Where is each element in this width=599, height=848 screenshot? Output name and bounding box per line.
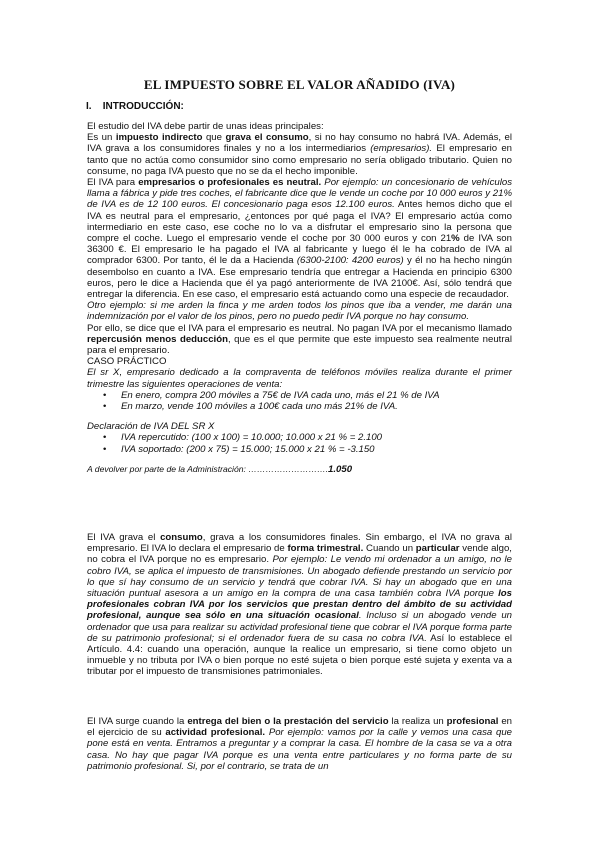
declaration-heading: Declaración de IVA DEL SR X [87,421,215,433]
document-title: EL IMPUESTO SOBRE EL VALOR AÑADIDO (IVA) [143,77,456,92]
paragraph-delivery: El IVA surge cuando la entrega del bien o la prestación del servicio la realiza un profesional en el ejercicio de su actividad profesional. Por ejemplo: vamos por la calle y vemos una casa que pone está en venta. Entramos a preguntar y a comprar la casa. El hombre de la casa se va a otra casa. No hay que pagar IVA porque es una venta entre particulares y no forma parte de su patrimonio profesional. Si, por el contrario, se trata de un [87,716,512,772]
list-item: • IVA soportado: (200 x 75) = 15.000; 15.000 x 21 % = -3.150 [87,444,512,455]
case-study-list [87,390,512,412]
paragraph-neutral: El IVA para empresarios o profesionales es neutral. Por ejemplo: un concesionario de vehículos llama a fábrica y pide tres coches, el fabricante dice que le vende un coche por 10 000 euros y 21% de IVA es de 12 100 euros. El concesionario paga esos 12.100 euros. Antes hemos dicho que el IVA es neutral para el empresario, ¿entonces por qué paga el IVA? El empresario actúa como intermediario en este caso, ese coche no lo va a disfrutar el empresario sino la persona que compre el coche. Luego el empresario vende el coche por 30 000 euros y con 21% de IVA son 36300 €. El empresario le ha pagado el IVA al fabricante y luego él le ha cobrado de IVA al comprador 6300. Por tanto, él le da a Hacienda (6300-2100: 4200 euros) y él no ha hecho ningún desembolso en cuanto a IVA. Ese empresario tendría que entregar a Hacienda en principio 6300 euros, pero le dice a Hacienda que él ya pagó anteriormente de IVA 2100€. Así, sólo tendrá que entregar la diferencia. En ese caso, el empresario está actuando como una especie de recaudador. [87,177,512,301]
introduction-body [87,121,512,475]
case-study-heading: CASO PRÁCTICO [87,356,167,368]
delivery-body [87,716,512,772]
paragraph-mechanism: Por ello, se dice que el IVA para el empresario es neutral. No pagan IVA por el mecanismo llamado repercusión menos deducción, que es el que permite que este impuesto sea realmente neutral para el empresario. [87,322,512,357]
paragraph-consumption: El IVA grava el consumo, grava a los consumidores finales. Sin embargo, el IVA no grava al empresario. El IVA lo declara el empresario de forma trimestral. Cuando un particular vende algo, no cobra el IVA porque no es empresario. Por ejemplo: Le vendo mi ordenador a un amigo, no le cobro IVA, se aplica el impuesto de transmisiones. Un abogado defiende prestando un servicio por lo que sí hay consumo de un servicio y tendrá que cobrar IVA. Si hay un abogado que en una situación puntual asesora a un amigo en la compra de una casa también cobra IVA porque los profesionales cobran IVA por los servicios que prestan dentro del ámbito de su actividad profesional, aunque sea sólo en una situación ocasional. Incluso si un abogado vende un ordenador que usa para realizar su actividad profesional tiene que cobrar el IVA porque forma parte de su patrimonio profesional; si el ordenador fuera de su casa no cobra IVA. Así lo establece el Artículo. 4.4: cuando una operación, aunque la realice un empresario, si tiene como objeto un inmueble y no tributa por IVA o bien porque no esté sujeta o bien porque esté sujeta y exenta va a tributar por el impuesto de transmisiones patrimoniales. [87,532,513,678]
paragraph-indirect-tax: Es un impuesto indirecto que grava el consumo, si no hay consumo no habrá IVA. Además, el IVA grava a los consumidores finales y no a los intermediarios (empresarios). El empresario en tanto que no actúa como consumidor sino como empresario no sería obligado tributario. Quien no consume, no paga IVA puesto que no se da el hecho imponible. [87,132,513,177]
paragraph-other-example: Otro ejemplo: si me arden la finca y me arden todos los pinos que iba a vender, me darán una indemnización por el valor de los pinos, pero no puedo pedir IVA porque no hay consumo. [87,300,512,323]
section-number: I. [86,101,92,112]
section-heading [86,101,184,112]
refund-line: A devolver por parte de la Administración: ……………………….1.050 [87,463,353,475]
list-item: • En enero, compra 200 móviles a 75€ de IVA cada uno, más el 21 % de IVA [87,390,512,401]
declaration-list [87,432,512,454]
paragraph-intro: El estudio del IVA debe partir de unas ideas principales: [87,121,324,132]
case-study-intro: El sr X, empresario dedicado a la compraventa de teléfonos móviles realiza durante el primer trimestre las siguientes operaciones de venta: [87,367,512,390]
consumption-body [87,532,512,678]
list-item: • IVA repercutido: (100 x 100) = 10.000; 10.000 x 21 % = 2.100 [87,432,512,443]
section-title: INTRODUCCIÓN: [102,101,184,112]
list-item: • En marzo, vende 100 móviles a 100€ cada uno más 21% de IVA. [87,401,512,412]
